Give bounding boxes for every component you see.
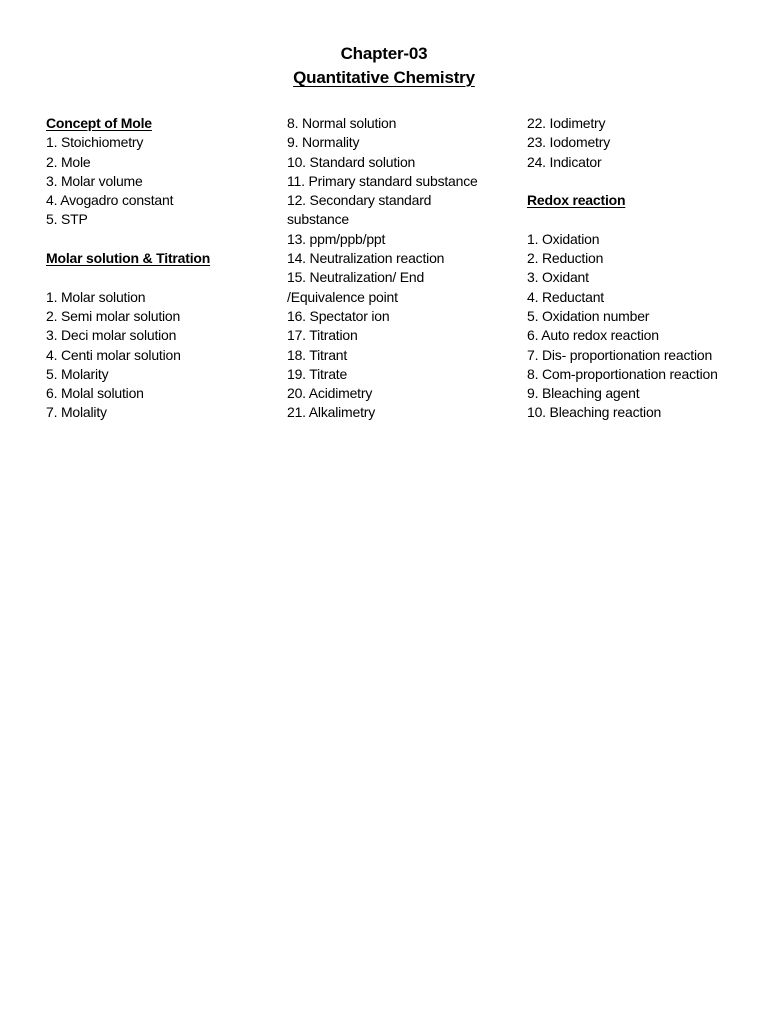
- list-item: 4. Centi molar solution: [46, 346, 181, 363]
- list-item: 5. Molarity: [46, 365, 109, 382]
- list-item: 21. Alkalimetry: [287, 404, 376, 421]
- list-item: 9. Bleaching agent: [527, 385, 640, 402]
- list-item: 8. Com-proportionation reaction: [527, 365, 718, 382]
- list-item: 11. Primary standard substance: [287, 172, 478, 189]
- list-item: 23. Iodometry: [527, 134, 610, 151]
- list-item: 3. Molar volume: [46, 172, 143, 189]
- list-item: 22. Iodimetry: [527, 115, 606, 131]
- list-item: 4. Reductant: [527, 288, 604, 305]
- list-item: 5. STP: [46, 211, 88, 228]
- list-item: 10. Standard solution: [287, 153, 416, 170]
- list-item: 5. Oxidation number: [527, 307, 650, 324]
- section-heading-molar-solution: Molar solution & Titration: [46, 250, 211, 267]
- list-item: 1. Oxidation: [527, 230, 600, 247]
- section-gap: [527, 210, 763, 229]
- list-item: 14. Neutralization reaction: [287, 250, 445, 267]
- list-item: 16. Spectator ion: [287, 307, 390, 324]
- list-item: 6. Auto redox reaction: [527, 327, 659, 344]
- list-item: 1. Molar solution: [46, 288, 146, 305]
- section-gap: [527, 172, 763, 191]
- list-item: 2. Mole: [46, 153, 91, 170]
- section-heading-redox-reaction: Redox reaction: [527, 192, 626, 209]
- section-heading-concept-of-mole: Concept of Mole: [46, 115, 152, 131]
- list-item: 2. Semi molar solution: [46, 307, 181, 324]
- section-gap: [46, 268, 286, 287]
- section-gap: [46, 230, 286, 249]
- list-item: 7. Dis- proportionation reaction: [527, 346, 713, 363]
- list-item: 19. Titrate: [287, 365, 348, 382]
- list-item: 4. Avogadro constant: [46, 192, 174, 209]
- list-item-continuation: /Equivalence point: [287, 288, 398, 305]
- list-item: 15. Neutralization/ End: [287, 269, 425, 286]
- list-item: 2. Reduction: [527, 250, 604, 267]
- list-item: 6. Molal solution: [46, 385, 144, 402]
- list-item: 1. Stoichiometry: [46, 134, 144, 151]
- list-item: 12. Secondary standard: [287, 192, 432, 209]
- list-item: 3. Oxidant: [527, 269, 589, 286]
- list-item: 10. Bleaching reaction: [527, 404, 662, 421]
- page-header: [0, 42, 768, 90]
- subject-title: Quantitative Chemistry: [293, 68, 475, 87]
- list-item: 17. Titration: [287, 327, 358, 344]
- list-item: 7. Molality: [46, 404, 107, 421]
- list-item: 9. Normality: [287, 134, 360, 151]
- list-item: 24. Indicator: [527, 153, 602, 170]
- column-3: [527, 114, 763, 423]
- list-item-continuation: substance: [287, 211, 350, 228]
- list-item: 18. Titrant: [287, 346, 348, 363]
- list-item: 20. Acidimetry: [287, 385, 373, 402]
- list-item: 13. ppm/ppb/ppt: [287, 230, 386, 247]
- list-item: 8. Normal solution: [287, 115, 397, 131]
- column-2: [287, 114, 527, 423]
- column-1: [46, 114, 286, 423]
- list-item: 3. Deci molar solution: [46, 327, 177, 344]
- chapter-title: Chapter-03: [340, 44, 428, 63]
